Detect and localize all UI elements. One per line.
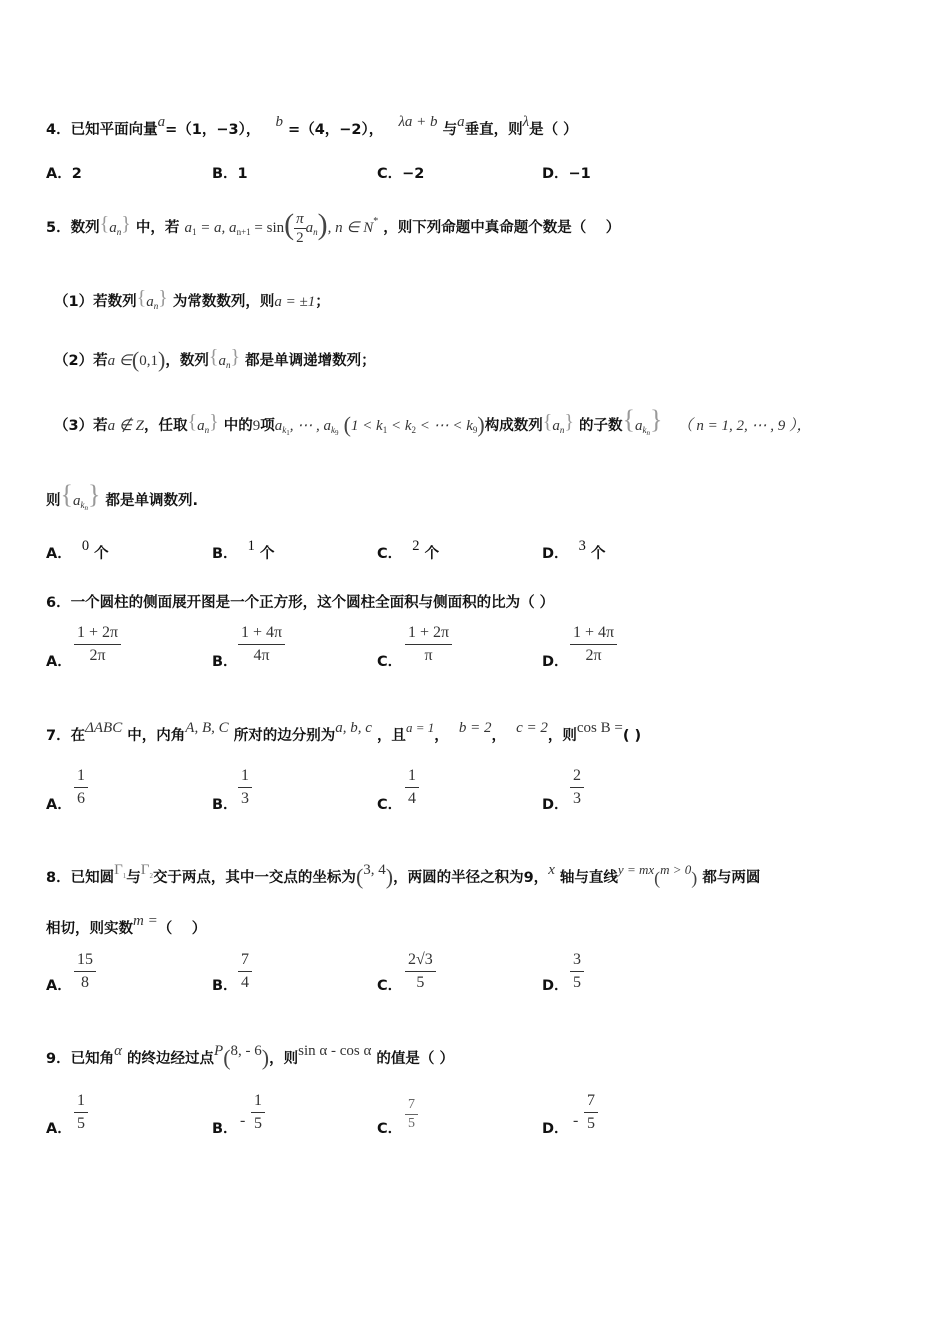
q6-option-a-frac: $\frac{1 + 2\pi}{2\pi}$ <box>74 622 121 667</box>
q4-number: 4． <box>46 122 71 138</box>
q8-option-c-frac: $\frac{2√3}{5}$ <box>405 949 436 994</box>
q5-pi-over-2: $\frac{\pi}{2}$ <box>296 210 304 246</box>
q9-option-d-sign: - <box>573 1112 579 1129</box>
q6-option-d-label: D． <box>542 654 569 670</box>
q6-option-a-label: A． <box>46 654 72 670</box>
q7-option-d-label: D． <box>542 797 569 813</box>
q7-option-b-label: B． <box>212 797 238 813</box>
lambda: λ <box>522 114 530 130</box>
q5-statement-1: （1）若数列$\{a_n\}$ 为常数数列，则a = ±1； <box>54 287 330 311</box>
q8-option-d-frac: $\frac{3}{5}$ <box>570 949 584 994</box>
q8-option-c-label: C． <box>377 978 403 994</box>
question-5-stem: 5．数列$\{a_n\}$ 中，若 $a_1 = a$, $a_{n+1} = \sin$( $\frac{\pi}{2}$ $a_n$), n ∈ N* ，则下列命题中真命题个数是（ ） <box>46 208 621 246</box>
question-4-stem: 4．已知平面向量a=（1，−3）， b =（4，−2）， λa + b 与a垂直，则λ是（ ） <box>46 114 578 138</box>
q9-option-a-label: A． <box>46 1121 72 1137</box>
q8-option-a-frac: $\frac{15}{8}$ <box>74 949 96 994</box>
q7-option-a-frac: $\frac{1}{6}$ <box>74 765 88 810</box>
q6-option-d-frac: $\frac{1 + 4\pi}{2\pi}$ <box>570 622 617 667</box>
q7-option-d-frac: $\frac{2}{3}$ <box>570 765 584 810</box>
q5-option-a: A． 0 个 <box>46 538 109 562</box>
q7-option-c-label: C． <box>377 797 403 813</box>
vector-a: a <box>157 114 166 130</box>
q4-option-a: A．2 <box>46 166 82 182</box>
question-9-stem: 9．已知角α 的终边经过点P(8, - 6)，则sin α - cos α 的值是（ ） <box>46 1043 454 1070</box>
q4-option-c: C．−2 <box>377 166 425 182</box>
q8-option-a-label: A． <box>46 978 72 994</box>
q6-option-b-frac: $\frac{1 + 4\pi}{4\pi}$ <box>238 622 285 667</box>
q9-option-a-frac: $\frac{1}{5}$ <box>74 1090 88 1135</box>
question-6-stem: 6．一个圆柱的侧面展开图是一个正方形，这个圆柱全面积与侧面积的比为（ ） <box>46 595 555 611</box>
q9-option-b-frac: $\frac{1}{5}$ <box>251 1090 265 1135</box>
q9-option-c-label: C． <box>377 1121 403 1137</box>
q6-option-b-label: B． <box>212 654 238 670</box>
q9-option-b-label: B． <box>212 1121 238 1137</box>
q6-option-c-frac: $\frac{1 + 2\pi}{\pi}$ <box>405 622 452 667</box>
q9-option-d-frac: $\frac{7}{5}$ <box>584 1090 598 1135</box>
q8-option-d-label: D． <box>542 978 569 994</box>
q4-option-b: B．1 <box>212 166 248 182</box>
q6-option-c-label: C． <box>377 654 403 670</box>
q7-option-b-frac: $\frac{1}{3}$ <box>238 765 252 810</box>
vector-b: b <box>275 114 283 130</box>
q9-option-d-label: D． <box>542 1121 569 1137</box>
q9-option-b-sign: - <box>240 1112 246 1129</box>
q8-option-b-frac: $\frac{7}{4}$ <box>238 949 252 994</box>
question-8-stem-cont: 相切，则实数m =（ ） <box>46 913 207 937</box>
expr-lambda-a-plus-b: λa + b <box>398 114 438 130</box>
q7-option-a-label: A． <box>46 797 72 813</box>
q5-statement-2: （2）若a ∈(0,1)，数列$\{a_n\}$ 都是单调递增数列； <box>54 346 376 372</box>
q8-option-b-label: B． <box>212 978 238 994</box>
q9-option-c-frac: $\frac{7}{5}$ <box>405 1096 418 1133</box>
question-8-stem: 8．已知圆$\Gamma^1$与$\Gamma^2$交于两点，其中一交点的坐标为(3, 4)，两圆的半径之积为9，x 轴与直线y = mx(m > 0) 都与两圆 <box>46 862 761 889</box>
q5-option-b: B． 1 个 <box>212 538 275 562</box>
q5-option-c: C． 2 个 <box>377 538 440 562</box>
q7-option-c-frac: $\frac{1}{4}$ <box>405 765 419 810</box>
q4-option-d: D．−1 <box>542 166 591 182</box>
q5-statement-3: （3）若a ∉ Z，任取$\{a_n\}$ 中的9项$a_{k1}$, ⋯ , $a_{k9}$ ($1 < k_1 < k_2$ < ⋯ < $k_9$)构成数列$\{a_n\}$ 的子数$\{a_{kn}\}$ （ n = 1, 2, ⋯ , 9 ）， <box>54 405 812 437</box>
question-7-stem: 7．在ΔABC 中，内角A, B, C 所对的边分别为a, b, c ，且a = 1， b = 2， c = 2，则cos B =( ) <box>46 720 642 744</box>
q5-option-d: D． 3 个 <box>542 538 606 562</box>
q5-statement-3-cont: 则$\{a_{kn}\}$ 都是单调数列. <box>46 480 199 512</box>
